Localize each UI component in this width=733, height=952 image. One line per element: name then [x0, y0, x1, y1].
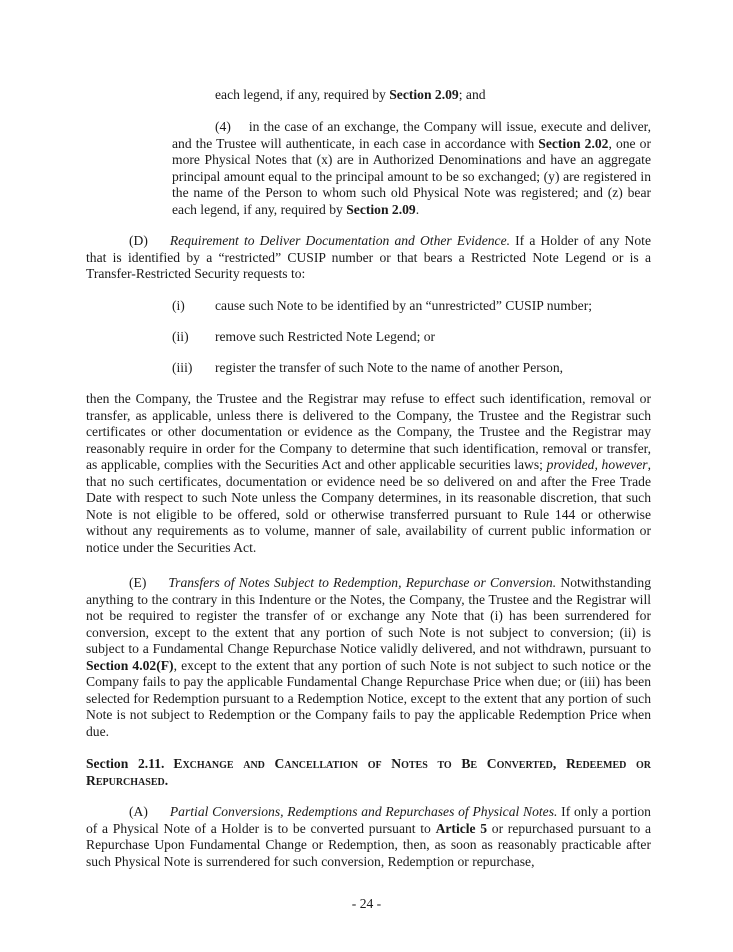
paragraph-text: , one or more Physical Notes that (x) are in Authorized Denominations and have an aggregate principal amount equal to the principal amount to be so exchanged; (y) are registered in the name of the Person to whom such old Physical Note was registered; and (z) bear each legend, if any, required by	[172, 135, 651, 217]
article-reference: Article 5	[435, 820, 488, 836]
section-heading	[86, 756, 651, 789]
subsection-heading: Requirement to Deliver Documentation and Other Evidence.	[169, 233, 511, 248]
paragraph-text: then the Company, the Trustee and the Registrar may refuse to effect such identification, removal or transfer, as applicable, unless there is delivered to the Company, the Trustee and the Registrar such certificates or other documentation or evidence as the Company, the Trustee and the Registrar may reasonably require in order for the Company to determine that such identification, removal or transfer, as applicable, complies with the Securities Act and other applicable securities laws;	[86, 391, 651, 472]
paragraph-text: each legend, if any, required by	[215, 87, 390, 102]
subsection-heading: Transfers of Notes Subject to Redemption, Repurchase or Conversion.	[168, 575, 557, 590]
section-title: Exchange and Cancellation of Notes to Be Converted, Redeemed or Repurchased.	[86, 756, 651, 788]
paragraph-text: Notwithstanding anything to the contrary in this Indenture or the Notes, the Company, the Trustee and the Registrar will not be required to register the transfer of or exchange any Note that (i) has been surrendered for conversion, except to the extent that any portion of such Note is not subject to conversion; (ii) is subject to a Fundamental Change Repurchase Notice validly delivered, and not withdrawn, pursuant to	[86, 575, 651, 656]
section-reference: Section 2.09	[346, 201, 416, 217]
paragraph-text: ; and	[458, 87, 486, 102]
list-item	[172, 298, 592, 315]
paragraph-refusal-clause	[86, 391, 651, 556]
list-item	[172, 360, 563, 377]
paragraph-text: , that no such certificates, documentation or evidence need be so delivered on and after the Free Trade Date with respect to such Note unless the Company determines, in its reasonable discretion, that such Note is not eligible to be offered, sold or otherwise transferred pursuant to Rule 144 or otherwise without any requirements as to volume, manner of sale, availability of current public information or notice under the Securities Act.	[86, 457, 652, 555]
list-item-number: (iii)	[172, 360, 193, 375]
subsection-label: (D)	[129, 233, 148, 248]
paragraph-text: If only a portion of a Physical Note of a Holder is to be converted pursuant to	[86, 804, 651, 836]
section-reference: Section 2.02	[538, 135, 609, 151]
paragraph-legend-clause	[215, 87, 655, 104]
subsection-label: (E)	[129, 575, 147, 590]
subsection-heading: Partial Conversions, Redemptions and Repurchases of Physical Notes.	[169, 804, 558, 819]
section-reference: Section 2.09	[389, 87, 459, 102]
list-item-number: (i)	[172, 298, 185, 313]
page-number: - 24 -	[351, 896, 382, 911]
paragraph-section-a	[86, 804, 651, 870]
item-number: (4)	[215, 119, 231, 134]
list-item-number: (ii)	[172, 329, 189, 344]
list-item	[172, 329, 435, 346]
paragraph-item-4	[172, 119, 651, 218]
list-item-text: register the transfer of such Note to the name of another Person,	[215, 360, 564, 375]
section-number: Section 2.11.	[86, 756, 165, 771]
list-item-text: remove such Restricted Note Legend; or	[215, 329, 436, 344]
paragraph-text: If a Holder of any Note that is identified by a “restricted” CUSIP number or that bears a Restricted Note Legend or is a Transfer-Restricted Security requests to:	[86, 233, 651, 281]
paragraph-text: in the case of an exchange, the Company will issue, execute and deliver, and the Trustee will authenticate, in each case in accordance with	[172, 119, 651, 151]
subsection-label: (A)	[129, 804, 148, 819]
paragraph-text: .	[415, 201, 420, 217]
section-reference: Section 4.02(F)	[86, 657, 174, 673]
proviso-text: provided, however	[546, 457, 648, 472]
paragraph-section-e	[86, 575, 651, 740]
paragraph-text: or repurchased pursuant to a Repurchase Upon Fundamental Change or Redemption, then, as soon as reasonably practicable after such Physical Note is surrendered for such conversion, Redemption or repurchase,	[86, 820, 651, 869]
list-item-text: cause such Note to be identified by an “unrestricted” CUSIP number;	[215, 298, 592, 313]
paragraph-text: , except to the extent that any portion of such Note is not subject to such notice or the Company fails to pay the applicable Fundamental Change Repurchase Price when due; or (iii) has been selected for Redemption pursuant to a Redemption Notice, except to the extent that any portion of such Note is not subject to Redemption or the Company fails to pay the applicable Redemption Price when due.	[86, 657, 651, 739]
paragraph-section-d	[86, 233, 651, 283]
